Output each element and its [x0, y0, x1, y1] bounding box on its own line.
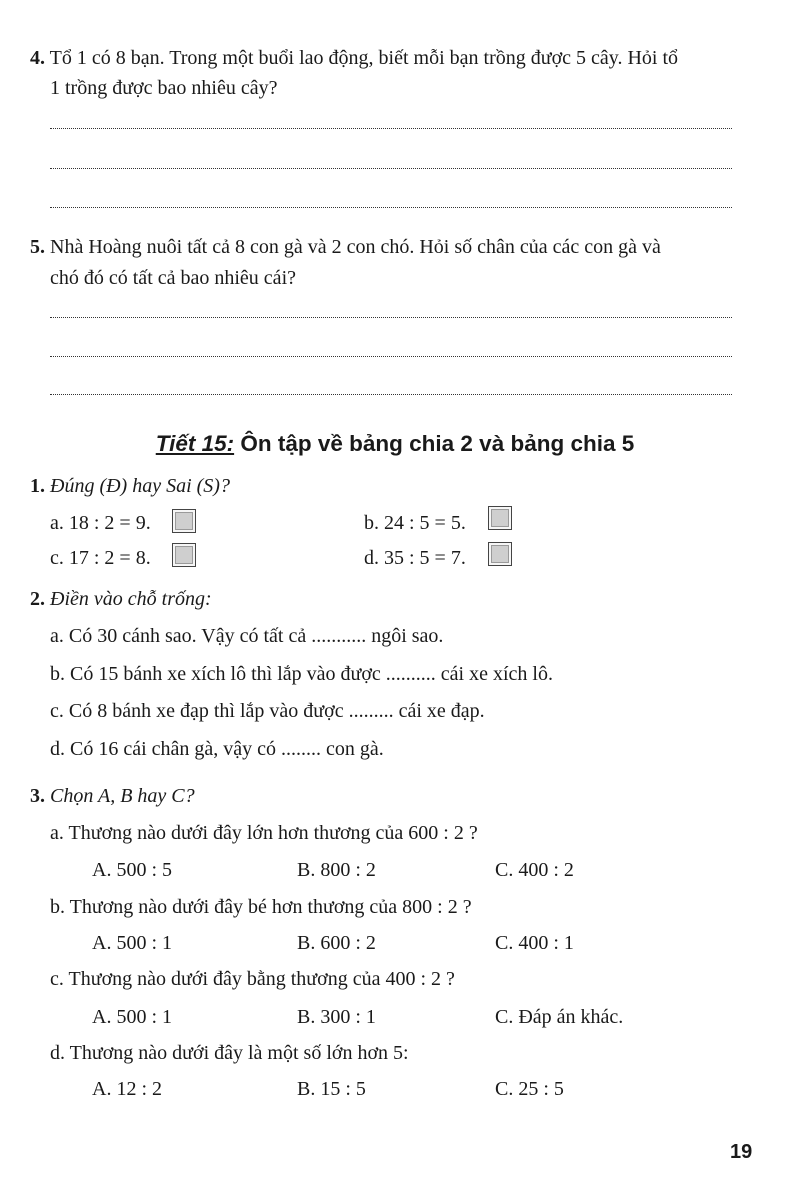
q4-line1: [30, 46, 678, 70]
ex1-item-b: b. 24 : 5 = 5.: [364, 512, 466, 534]
ex1-number: 1.: [30, 475, 45, 497]
ex3-question-a: a. Thương nào dưới đây lớn hơn thương của 600 : 2 ?: [50, 822, 478, 844]
q4-answer-line-2[interactable]: [50, 168, 732, 169]
ex2-prompt: Điền vào chỗ trống:: [50, 588, 212, 610]
ex3-b-option-b[interactable]: B. 600 : 2: [297, 932, 376, 954]
lesson-heading: [0, 430, 790, 458]
q5-answer-line-3[interactable]: [50, 394, 732, 395]
ex3-a-option-a[interactable]: A. 500 : 5: [92, 859, 172, 881]
ex2-item-c: c. Có 8 bánh xe đạp thì lắp vào được ......... cái xe đạp.: [50, 700, 485, 722]
q5-answer-line-1[interactable]: [50, 317, 732, 318]
ex1-item-d: d. 35 : 5 = 7.: [364, 547, 466, 569]
q4-answer-line-1[interactable]: [50, 128, 732, 129]
ex3-question-b: b. Thương nào dưới đây bé hơn thương của 800 : 2 ?: [50, 896, 472, 918]
ex2-number: 2.: [30, 588, 45, 610]
ex3-question-d: d. Thương nào dưới đây là một số lớn hơn 5:: [50, 1042, 409, 1064]
q4-number: 4.: [30, 47, 45, 69]
q5-number: 5.: [30, 236, 45, 258]
ex3-d-option-c[interactable]: C. 25 : 5: [495, 1078, 564, 1100]
ex2-item-d: d. Có 16 cái chân gà, vậy có ........ con gà.: [50, 738, 384, 760]
ex2-item-b: b. Có 15 bánh xe xích lô thì lắp vào được .......... cái xe xích lô.: [50, 663, 553, 685]
ex3-number: 3.: [30, 785, 45, 807]
ex3-prompt: Chọn A, B hay C?: [50, 785, 195, 807]
ex3-question-c: c. Thương nào dưới đây bằng thương của 400 : 2 ?: [50, 968, 455, 990]
ex1-answer-box-d[interactable]: [488, 542, 512, 566]
ex3-a-option-c[interactable]: C. 400 : 2: [495, 859, 574, 881]
q5-line1: [30, 235, 661, 259]
ex1-answer-box-a[interactable]: [172, 509, 196, 533]
q4-text-line1: Tổ 1 có 8 bạn. Trong một buổi lao động, biết mỗi bạn trồng được 5 cây. Hỏi tổ: [49, 47, 679, 69]
ex3-b-option-c[interactable]: C. 400 : 1: [495, 932, 574, 954]
ex3-d-option-a[interactable]: A. 12 : 2: [92, 1078, 162, 1100]
ex1-header: [30, 474, 230, 498]
ex3-a-option-b[interactable]: B. 800 : 2: [297, 859, 376, 881]
ex1-item-c: c. 17 : 2 = 8.: [50, 547, 151, 569]
ex3-header: [30, 784, 195, 808]
ex3-b-option-a[interactable]: A. 500 : 1: [92, 932, 172, 954]
ex3-d-option-b[interactable]: B. 15 : 5: [297, 1078, 366, 1100]
q5-text-line2: chó đó có tất cả bao nhiêu cái?: [50, 267, 296, 289]
q4-text-line2: 1 trồng được bao nhiêu cây?: [50, 77, 278, 99]
ex2-item-a: a. Có 30 cánh sao. Vậy có tất cả ........... ngôi sao.: [50, 625, 444, 647]
lesson-title: Ôn tập về bảng chia 2 và bảng chia 5: [240, 431, 635, 456]
q4-answer-line-3[interactable]: [50, 207, 732, 208]
ex3-c-option-c[interactable]: C. Đáp án khác.: [495, 1006, 624, 1028]
q5-answer-line-2[interactable]: [50, 356, 732, 357]
ex1-answer-box-c[interactable]: [172, 543, 196, 567]
page-number: 19: [730, 1141, 753, 1163]
ex3-c-option-a[interactable]: A. 500 : 1: [92, 1006, 172, 1028]
ex2-header: [30, 587, 212, 611]
ex1-prompt: Đúng (Đ) hay Sai (S)?: [50, 475, 230, 497]
ex1-item-a: a. 18 : 2 = 9.: [50, 512, 151, 534]
ex3-c-option-b[interactable]: B. 300 : 1: [297, 1006, 376, 1028]
ex1-answer-box-b[interactable]: [488, 506, 512, 530]
q5-text-line1: Nhà Hoàng nuôi tất cả 8 con gà và 2 con chó. Hỏi số chân của các con gà và: [50, 236, 661, 258]
lesson-label: Tiết 15:: [155, 431, 235, 456]
